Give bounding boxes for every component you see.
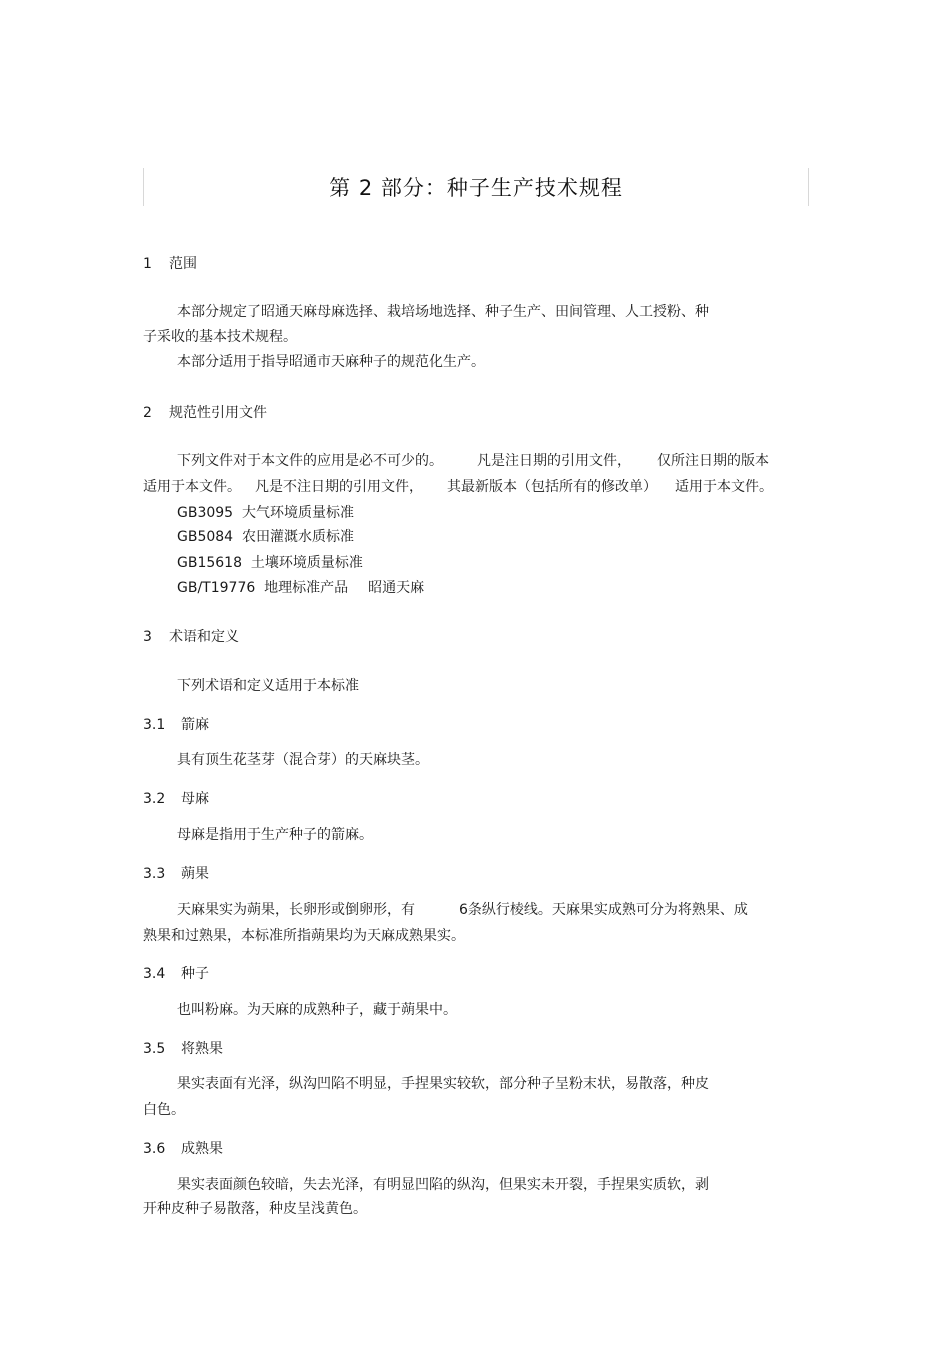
reference-name: 土壤环境质量标准 <box>250 555 363 571</box>
paragraph-line: 本部分适用于指导昭通市天麻种子的规范化生产。 <box>177 354 485 370</box>
reference-code: GB/T19776 <box>177 580 256 596</box>
term-heading <box>143 1140 223 1158</box>
reference-extra: 昭通天麻 <box>368 580 425 596</box>
section-number: 1 <box>143 256 152 272</box>
term-number: 3.2 <box>143 791 166 807</box>
section-number: 3 <box>143 629 152 645</box>
term-name: 种子 <box>181 966 209 982</box>
term-definition: 果实表面有光泽，纵沟凹陷不明显，手捏果实较软，部分种子呈粉末状，易散落，种皮 <box>177 1076 709 1092</box>
reference-code: GB5084 <box>177 529 234 545</box>
reference-item <box>177 579 424 597</box>
term-name: 母麻 <box>181 791 209 807</box>
paragraph-line: 本部分规定了昭通天麻母麻选择、栽培场地选择、种子生产、田间管理、人工授粉、种 <box>177 304 709 320</box>
reference-code: GB15618 <box>177 555 242 571</box>
reference-name: 农田灌溉水质标准 <box>242 529 354 545</box>
section-number: 2 <box>143 405 152 421</box>
term-definition: 熟果和过熟果，本标准所指蒴果均为天麻成熟果实。 <box>143 928 465 944</box>
term-definition: 白色。 <box>143 1102 185 1118</box>
term-heading <box>143 790 209 808</box>
reference-name: 大气环境质量标准 <box>242 505 354 521</box>
text-segment: 凡是注日期的引用文件， <box>477 453 631 469</box>
term-heading <box>143 1040 223 1058</box>
text-segment: 适用于本文件。 <box>675 479 773 495</box>
section-title: 范围 <box>169 256 197 272</box>
term-heading <box>143 965 209 983</box>
section-3-heading <box>143 628 239 646</box>
text-segment: 其最新版本（包括所有的修改单） <box>447 479 657 495</box>
term-heading <box>143 716 209 734</box>
section-title: 规范性引用文件 <box>169 405 267 421</box>
reference-name: 地理标准产品 <box>264 580 349 596</box>
text-segment: 仅所注日期的版本 <box>657 453 769 469</box>
term-definition: 也叫粉麻。为天麻的成熟种子，藏于蒴果中。 <box>177 1002 457 1018</box>
term-number: 3.5 <box>143 1041 166 1057</box>
page-title: 第 2 部分：种子生产技术规程 <box>329 176 623 200</box>
term-name: 成熟果 <box>181 1141 223 1157</box>
term-name: 蒴果 <box>181 866 209 882</box>
term-name: 箭麻 <box>181 717 209 733</box>
reference-item <box>177 528 354 546</box>
text-segment: 凡是不注日期的引用文件， <box>255 479 423 495</box>
term-name: 将熟果 <box>181 1041 223 1057</box>
section-title: 术语和定义 <box>169 629 239 645</box>
paragraph-line <box>143 478 773 496</box>
reference-item <box>177 504 354 522</box>
reference-item <box>177 554 363 572</box>
paragraph-line: 子采收的基本技术规程。 <box>143 329 297 345</box>
term-number: 3.4 <box>143 966 166 982</box>
text-segment: 6条纵行棱线。天麻果实成熟可分为将熟果、成 <box>459 902 748 918</box>
term-definition: 果实表面颜色较暗，失去光泽，有明显凹陷的纵沟，但果实未开裂，手捏果实质软，剥 <box>177 1177 709 1193</box>
section-2-heading <box>143 404 267 422</box>
title-box <box>143 168 809 206</box>
text-segment: 适用于本文件。 <box>143 479 241 495</box>
term-number: 3.1 <box>143 717 166 733</box>
term-definition <box>177 901 748 919</box>
term-definition: 母麻是指用于生产种子的箭麻。 <box>177 827 373 843</box>
term-definition: 具有顶生花茎芽（混合芽）的天麻块茎。 <box>177 752 429 768</box>
paragraph-line <box>177 452 769 470</box>
section-1-heading <box>143 255 197 273</box>
text-segment: 下列文件对于本文件的应用是必不可少的。 <box>177 453 443 469</box>
term-number: 3.3 <box>143 866 166 882</box>
term-number: 3.6 <box>143 1141 166 1157</box>
term-definition: 开种皮种子易散落，种皮呈浅黄色。 <box>143 1201 367 1217</box>
term-heading <box>143 865 209 883</box>
text-segment: 天麻果实为蒴果，长卵形或倒卵形，有 <box>177 902 415 918</box>
reference-code: GB3095 <box>177 505 234 521</box>
paragraph-line: 下列术语和定义适用于本标准 <box>177 678 359 694</box>
